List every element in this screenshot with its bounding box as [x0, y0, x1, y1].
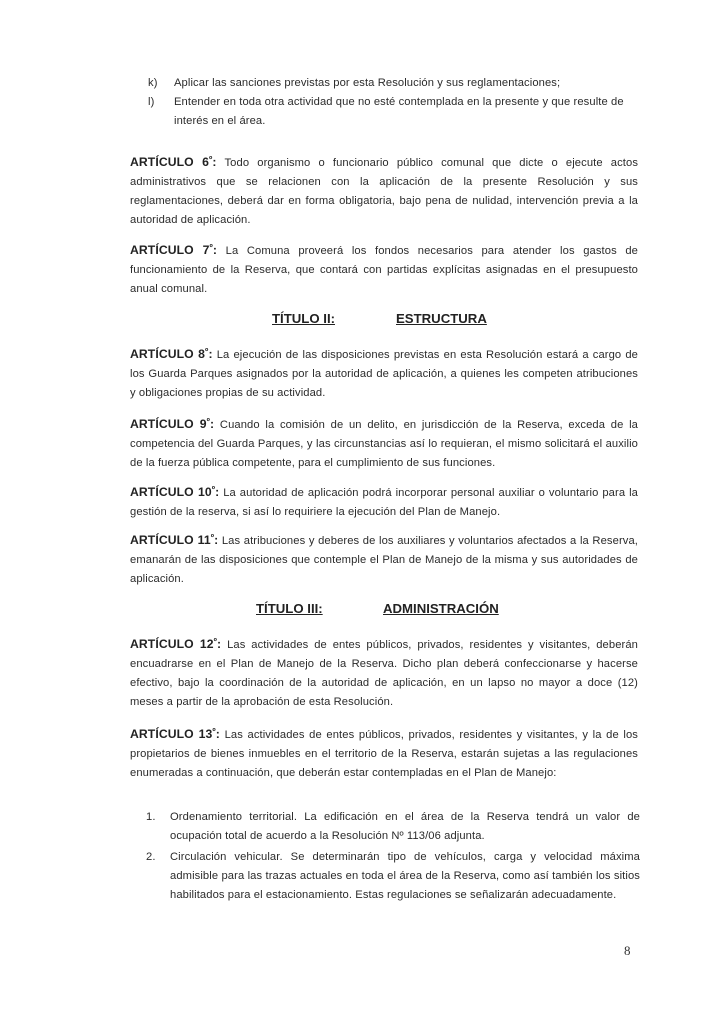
- list-item-l: [148, 93, 640, 131]
- numbered-list: [146, 808, 640, 905]
- article-label: ARTÍCULO $12^º$:: [130, 636, 222, 651]
- list-kl: [148, 74, 640, 131]
- article-label: ARTÍCULO $9^º$:: [130, 416, 215, 431]
- list-marker: k): [148, 77, 158, 89]
- article-11: [130, 528, 638, 589]
- list-item-text: Circulación vehicular. Se determinarán tipo de vehículos, carga y velocidad máxima admisible para las trazas actuales en toda el área de la Reserva, como así también los sitios habilitados para el estacionamiento. Estas regulaciones se señalizarán adecuadamente.: [170, 851, 640, 901]
- article-label: ARTÍCULO $10^º$:: [130, 484, 220, 499]
- article-10: [130, 480, 638, 522]
- list-item-k: [148, 74, 640, 93]
- article-label: ARTÍCULO $11^º$:: [130, 532, 219, 547]
- list-item-1: [146, 808, 640, 846]
- title-iii-label: TÍTULO III:: [256, 601, 323, 616]
- article-text: Todo organismo o funcionario público comunal que dicte o ejecute actos administrativos que se relacionen con la aplicación de la presente Resolución y sus reglamentaciones, deberá dar en forma obligatoria, bajo pena de nulidad, intervención previa a la autoridad de aplicación.: [130, 157, 639, 226]
- list-item-2: [146, 848, 640, 905]
- article-text: Cuando la comisión de un delito, en jurisdicción de la Reserva, exceda de la competencia del Guarda Parques, y las circunstancias así lo requieran, el mismo solicitará el auxilio de la fuerza pública competente, para el cumplimiento de sus funciones.: [130, 419, 639, 469]
- article-text: La ejecución de las disposiciones previstas en esta Resolución estará a cargo de los Guarda Parques asignados por la autoridad de aplicación, a quienes les competen atribuciones y obligaciones propias de su actividad.: [130, 349, 639, 399]
- article-9: [130, 412, 638, 473]
- article-text: La Comuna proveerá los fondos necesarios para atender los gastos de funcionamiento de la Reserva, que contará con partidas explícitas asignadas en el presupuesto anual comunal.: [130, 245, 638, 295]
- article-12: [130, 632, 638, 712]
- article-text: La autoridad de aplicación podrá incorporar personal auxiliar o voluntario para la gestión de la reserva, si así lo requiriere la ejecución del Plan de Manejo.: [130, 487, 638, 518]
- article-text: Las atribuciones y deberes de los auxiliares y voluntarios afectados a la Reserva, emanarán de las disposiciones que contemple el Plan de Manejo de la misma y sus autoridades de aplicación.: [130, 535, 638, 585]
- article-6: [130, 150, 638, 230]
- title-iii-name: ADMINISTRACIÓN: [383, 601, 499, 616]
- article-label: ARTÍCULO $6^º$:: [130, 154, 217, 169]
- article-8: [130, 342, 638, 403]
- title-ii-name: ESTRUCTURA: [396, 311, 487, 326]
- list-item-text: Aplicar las sanciones previstas por esta Resolución y sus reglamentaciones;: [174, 77, 561, 89]
- list-item-text: Entender en toda otra actividad que no esté contemplada en la presente y que resulte de interés en el área.: [174, 96, 624, 127]
- article-label: ARTÍCULO $13^º$:: [130, 726, 220, 741]
- list-marker: l): [148, 96, 155, 108]
- page-number: 8: [624, 943, 631, 958]
- article-label: ARTÍCULO $7^º$:: [130, 242, 218, 257]
- article-text: Las actividades de entes públicos, privados, residentes y visitantes, deberán encuadrarse en el Plan de Manejo de la Reserva. Dicho plan deberá confeccionarse y hacerse efectivo, bajo la coordinación de la autoridad de aplicación, en un lapso no mayor a doce (12) meses a partir de la aprobación de esta Resolución.: [130, 639, 638, 708]
- title-ii-label: TÍTULO II:: [272, 311, 335, 326]
- article-text: Las actividades de entes públicos, privados, residentes y visitantes, y la de los propietarios de bienes inmuebles en el territorio de la Reserva, estarán sujetas a las regulaciones enumeradas a continuación, que deberán estar contempladas en el Plan de Manejo:: [130, 729, 638, 779]
- article-label: ARTÍCULO $8^º$:: [130, 346, 213, 361]
- article-13: [130, 722, 638, 783]
- list-marker: 2.: [146, 851, 156, 863]
- article-7: [130, 238, 638, 299]
- list-item-text: Ordenamiento territorial. La edificación en el área de la Reserva tendrá un valor de ocupación total de acuerdo a la Resolución Nº 113/06 adjunta.: [170, 811, 640, 842]
- list-marker: 1.: [146, 811, 156, 823]
